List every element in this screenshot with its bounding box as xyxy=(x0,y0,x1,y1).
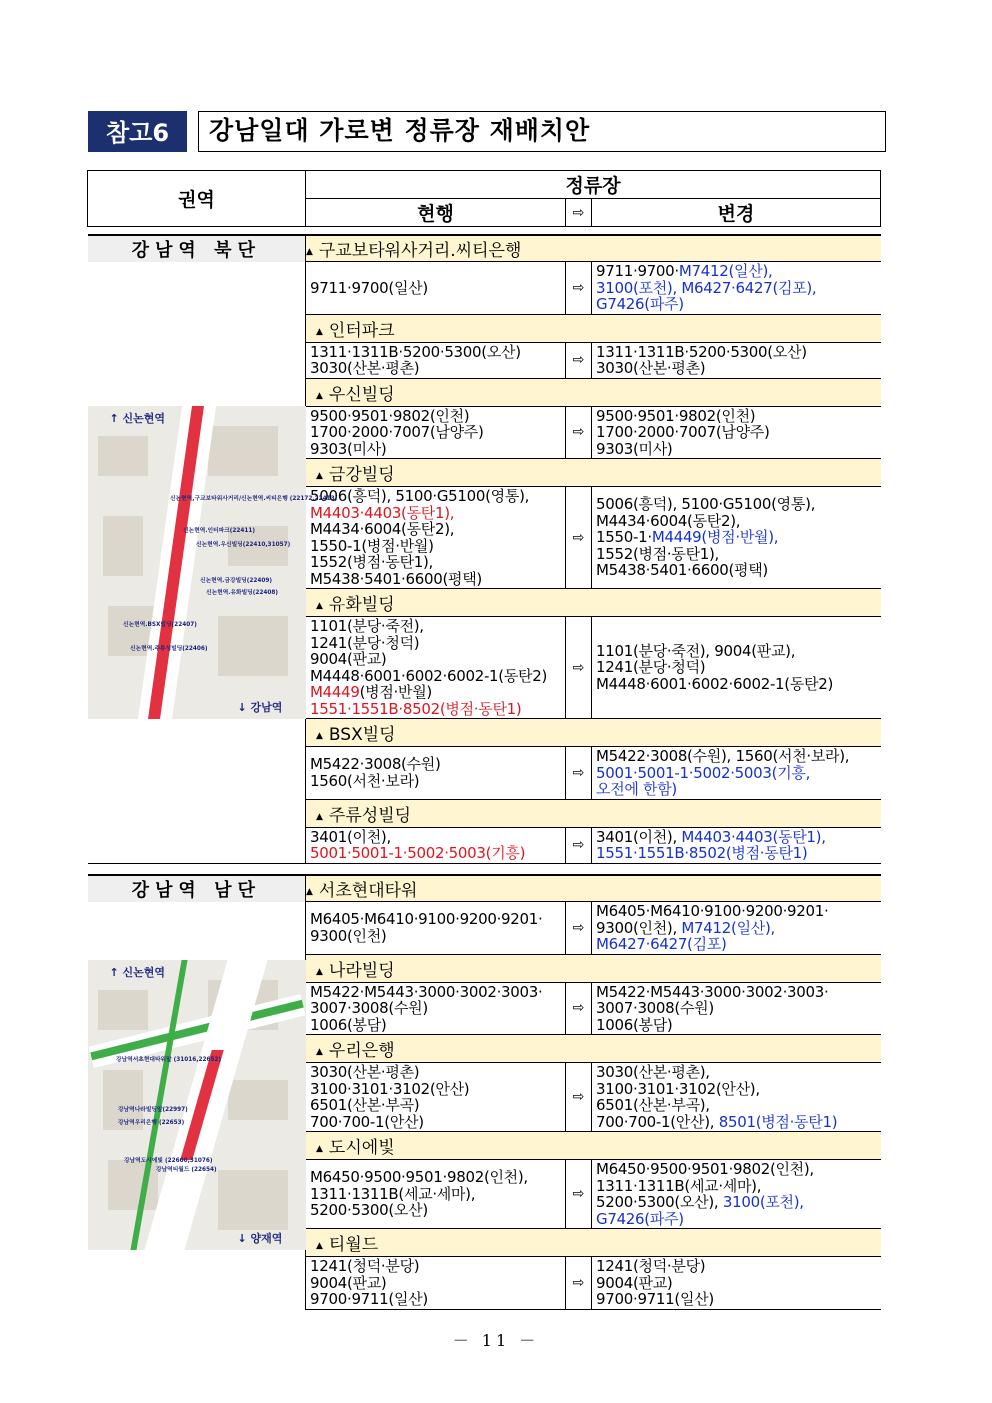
route-line xyxy=(310,344,561,361)
route-line xyxy=(596,748,877,765)
south-map-cell xyxy=(88,902,306,1310)
route-text: M5438·5401·6600(평택) xyxy=(596,561,768,580)
header-arrow: ⇨ xyxy=(566,199,592,227)
route-text: 9500·9501·9802(인천) xyxy=(596,406,756,425)
route-text: 3100·3101·3102(안산) xyxy=(310,1079,470,1098)
map-stop-label: 강남역서초현대타워앞 (31016,22652) xyxy=(115,1055,221,1063)
arrow-icon: ⇨ xyxy=(566,902,592,955)
changed-routes xyxy=(592,1063,881,1132)
route-text: M4434·6004(동탄2), xyxy=(310,520,455,538)
route-line xyxy=(596,562,877,579)
route-text: 1101(분당·죽전), xyxy=(310,617,424,635)
route-text: M6450·9500·9501·9802(인천), xyxy=(596,1160,814,1178)
route-text: M6427·6427(김포) xyxy=(596,935,727,953)
map-stop-label: 신논현역.유화빌딩(22408) xyxy=(205,588,278,595)
triangle-icon: ▲ xyxy=(316,326,323,337)
route-row xyxy=(88,262,881,315)
route-text: 9303(미사) xyxy=(310,439,387,458)
route-line xyxy=(310,521,561,538)
stop-name xyxy=(306,378,881,406)
arrow-icon: ⇨ xyxy=(566,1063,592,1132)
changed-routes xyxy=(592,1257,881,1310)
route-text: G7426(파주) xyxy=(596,295,684,313)
triangle-icon: ▲ xyxy=(316,731,323,741)
route-line xyxy=(596,1064,877,1081)
route-line xyxy=(310,684,561,701)
stop-name xyxy=(306,799,881,827)
route-line xyxy=(310,441,561,458)
current-routes xyxy=(306,1160,566,1229)
route-text: 1700·2000·7007(남양주) xyxy=(310,423,484,441)
map-stop-label: 강남역티월드 (22654) xyxy=(155,1165,217,1173)
map-stop-label: 신논현역.우신빌딩(22410,31057) xyxy=(195,540,290,547)
route-line xyxy=(596,829,877,846)
triangle-icon: ▲ xyxy=(306,246,313,257)
stop-table xyxy=(87,170,881,1310)
triangle-icon: ▲ xyxy=(316,1047,323,1057)
route-text: 3030(산본·평촌) xyxy=(596,359,706,377)
stop-name xyxy=(306,589,881,617)
route-text: M4448·6001·6002·6002-1(동탄2) xyxy=(596,674,834,693)
region-gap xyxy=(88,863,881,875)
route-text: 1700·2000·7007(남양주) xyxy=(596,423,770,441)
route-line xyxy=(310,1186,561,1203)
route-text: 9303(미사) xyxy=(596,439,673,458)
changed-routes xyxy=(592,747,881,800)
current-routes xyxy=(306,406,566,459)
route-text: 1552(병점·동탄1), xyxy=(596,544,720,563)
arrow-icon: ⇨ xyxy=(566,1257,592,1310)
changed-routes xyxy=(592,982,881,1035)
stop-header-row xyxy=(88,235,881,262)
map-stop-label: 신논현역.주류성빌딩(22406) xyxy=(129,644,208,651)
route-line xyxy=(310,1275,561,1292)
stop-name xyxy=(306,1035,881,1063)
route-text: 1006(봉담) xyxy=(596,1015,673,1034)
route-text: 5006(흥덕), 5100·G5100(영통), xyxy=(310,487,530,505)
route-text: 1551·1551B·8502(병점·동탄1) xyxy=(310,699,522,718)
map-stop-label: 신논현역.인터파크(22411) xyxy=(182,526,255,533)
route-line xyxy=(310,1291,561,1308)
route-text: M4403·4403(동탄1), xyxy=(310,503,455,522)
route-text: M5438·5401·6600(평택) xyxy=(310,569,482,588)
route-line xyxy=(310,1097,561,1114)
triangle-icon: ▲ xyxy=(316,811,323,822)
changed-routes xyxy=(592,406,881,459)
route-line xyxy=(310,651,561,668)
map-stop-label: 신논현역.BSX빌딩(22407) xyxy=(122,620,197,627)
route-text: 3401(이천), xyxy=(596,827,682,846)
route-line xyxy=(310,1000,561,1017)
reference-tag: 참고6 xyxy=(88,111,187,152)
route-text: 5001·5001-1·5002·5003(기흥, xyxy=(596,763,811,782)
route-line xyxy=(310,408,561,425)
route-text: 1311·1311B(세교·세마), xyxy=(596,1176,762,1195)
changed-routes xyxy=(592,827,881,863)
map-stop-label: 신논현역,구교보타워사거리/신논현역.씨티은행 (22172,22413) xyxy=(169,494,337,501)
current-routes xyxy=(306,342,566,378)
route-text: 1550-1(병점·반월) xyxy=(310,536,434,555)
route-line xyxy=(310,911,561,928)
route-text: 3100(포천), M6427·6427(김포), xyxy=(596,278,817,297)
route-line xyxy=(310,928,561,945)
route-line xyxy=(596,1114,877,1131)
triangle-icon: ▲ xyxy=(316,1144,323,1154)
stop-name xyxy=(306,719,881,747)
route-text: 9300(인천) xyxy=(310,926,387,945)
route-line xyxy=(310,1169,561,1186)
route-text: 6501(산본·부곡) xyxy=(310,1096,420,1114)
route-line xyxy=(310,505,561,522)
route-line xyxy=(310,618,561,635)
current-routes xyxy=(306,827,566,863)
route-text: (병점·반월) xyxy=(359,683,432,701)
changed-routes xyxy=(592,1160,881,1229)
route-line xyxy=(310,571,561,588)
stop-name xyxy=(306,875,881,902)
route-text: 오전에 한함) xyxy=(596,780,677,798)
route-text: 1550-1· xyxy=(596,528,652,547)
route-line xyxy=(596,936,877,953)
route-line xyxy=(310,280,561,297)
route-text: 3100(포천), xyxy=(722,1193,804,1211)
route-line xyxy=(596,1000,877,1017)
stop-name xyxy=(306,1132,881,1160)
route-text: 9700·9711(일산) xyxy=(310,1290,428,1308)
route-text: 8501(병점·동탄1) xyxy=(718,1112,838,1131)
map-bottom-station: ↓ 강남역 xyxy=(237,700,283,714)
arrow-icon: ⇨ xyxy=(566,342,592,378)
route-line xyxy=(310,360,561,377)
region-name: 강남역 북단 xyxy=(88,235,306,262)
route-line xyxy=(310,488,561,505)
route-line xyxy=(310,829,561,846)
route-line xyxy=(596,296,877,313)
route-line xyxy=(596,765,877,782)
route-line xyxy=(596,1211,877,1228)
map-block xyxy=(103,516,143,576)
route-line xyxy=(596,1194,877,1211)
route-text: M7412(일산), xyxy=(678,262,773,280)
arrow-icon: ⇨ xyxy=(566,406,592,459)
arrow-icon: ⇨ xyxy=(566,747,592,800)
route-text: 1551·1551B·8502(병점·동탄1) xyxy=(596,844,808,862)
route-text: 5200·5300(오산), xyxy=(596,1193,723,1211)
map-block xyxy=(228,1080,288,1120)
route-line xyxy=(310,538,561,555)
route-line xyxy=(596,441,877,458)
route-line xyxy=(310,1258,561,1275)
route-text: M5422·3008(수원) xyxy=(310,755,441,774)
map-block xyxy=(98,436,148,476)
map-bottom-station: ↓ 양재역 xyxy=(237,1232,283,1246)
route-text: 9711·9700(일산) xyxy=(310,278,428,297)
triangle-icon: ▲ xyxy=(316,966,323,977)
stop-header-row xyxy=(88,875,881,902)
route-text: M4448·6001·6002·6002-1(동탄2) xyxy=(310,666,548,685)
map-block xyxy=(218,616,288,676)
arrow-icon: ⇨ xyxy=(566,1160,592,1229)
route-line xyxy=(596,845,877,862)
route-text: 9004(판교) xyxy=(310,1273,387,1292)
route-text: 700·700-1(안산) xyxy=(310,1112,424,1131)
route-text: 9300(인천), xyxy=(596,918,682,937)
current-routes xyxy=(306,487,566,589)
arrow-icon: ⇨ xyxy=(566,262,592,315)
stop-label: 인터파크 xyxy=(328,320,395,341)
route-line xyxy=(596,1275,877,1292)
triangle-icon: ▲ xyxy=(316,601,323,611)
route-text: 1241(분당·청덕) xyxy=(596,658,706,677)
route-line xyxy=(310,635,561,652)
route-text: M6405·M6410·9100·9200·9201· xyxy=(310,910,543,929)
route-line xyxy=(596,263,877,280)
route-text: 1101(분당·죽전), 9004(판교), xyxy=(596,641,796,660)
header-region: 권역 xyxy=(88,171,306,227)
stop-label: 서초현대타워 xyxy=(318,880,418,901)
route-line xyxy=(596,984,877,1001)
stop-label: 유화빌딩 xyxy=(328,595,395,615)
route-text: M4434·6004(동탄2), xyxy=(596,511,741,530)
route-text: 9711·9700· xyxy=(596,262,679,280)
route-line xyxy=(310,701,561,718)
map-block xyxy=(208,426,278,476)
route-line xyxy=(596,1161,877,1178)
current-routes xyxy=(306,902,566,955)
changed-routes xyxy=(592,342,881,378)
route-line xyxy=(596,1081,877,1098)
map-top-station: ↑ 신논현역 xyxy=(109,966,166,980)
header-stop: 정류장 xyxy=(306,171,881,199)
stop-name xyxy=(306,954,881,982)
current-routes xyxy=(306,1257,566,1310)
stop-label: 구교보타워사거리.씨티은행 xyxy=(318,240,522,261)
map-block xyxy=(98,990,148,1030)
route-line xyxy=(596,920,877,937)
route-text: M5422·M5443·3000·3002·3003· xyxy=(310,982,543,1001)
stop-name xyxy=(306,1229,881,1257)
route-line xyxy=(596,781,877,798)
route-text: 3030(산본·평촌) xyxy=(310,1063,420,1081)
title-block xyxy=(88,111,886,152)
route-line xyxy=(596,1017,877,1034)
route-text: 1006(봉담) xyxy=(310,1015,387,1034)
route-line xyxy=(310,845,561,862)
route-line xyxy=(310,1202,561,1219)
route-text: 1241(청덕·분당) xyxy=(596,1257,706,1275)
route-line xyxy=(310,424,561,441)
map-stop-label: 강남역우리은행 (22653) xyxy=(117,1118,184,1126)
route-text: M6405·M6410·9100·9200·9201· xyxy=(596,902,829,920)
route-text: M7412(일산), xyxy=(681,918,775,937)
stop-label: 도시에빛 xyxy=(328,1138,395,1158)
current-routes xyxy=(306,262,566,315)
route-text: 9004(판교) xyxy=(596,1273,673,1292)
map-block xyxy=(218,1170,288,1230)
route-line xyxy=(310,668,561,685)
route-text: M5422·M5443·3000·3002·3003· xyxy=(596,982,829,1001)
triangle-icon: ▲ xyxy=(316,390,323,401)
route-text: 9500·9501·9802(인천) xyxy=(310,406,470,425)
arrow-icon: ⇨ xyxy=(566,487,592,589)
route-text: G7426(파주) xyxy=(596,1209,684,1228)
route-line xyxy=(596,659,877,676)
stop-label: 나라빌딩 xyxy=(328,960,395,981)
current-routes xyxy=(306,747,566,800)
route-text: M4403·4403(동탄1), xyxy=(681,827,826,846)
stop-name xyxy=(306,235,881,262)
stop-label: 주류성빌딩 xyxy=(328,805,412,826)
route-line xyxy=(596,1097,877,1114)
route-line xyxy=(310,756,561,773)
south-map xyxy=(88,960,306,1250)
route-line xyxy=(596,513,877,530)
route-line xyxy=(596,903,877,920)
route-line xyxy=(310,1017,561,1034)
route-text: 5006(흥덕), 5100·G5100(영통), xyxy=(596,495,816,514)
changed-routes xyxy=(592,262,881,315)
route-line xyxy=(596,1178,877,1195)
route-text: 1241(청덕·분당) xyxy=(310,1257,420,1275)
route-text: 1560(서천·보라) xyxy=(310,771,420,790)
current-routes xyxy=(306,982,566,1035)
route-line xyxy=(596,676,877,693)
route-text: M5422·3008(수원), 1560(서천·보라), xyxy=(596,747,850,765)
route-text: 1311·1311B·5200·5300(오산) xyxy=(596,342,807,361)
route-line xyxy=(596,529,877,546)
current-routes xyxy=(306,617,566,719)
route-text: 9700·9711(일산) xyxy=(596,1290,714,1308)
changed-routes xyxy=(592,617,881,719)
route-text: 3007·3008(수원) xyxy=(596,999,714,1017)
route-text: 1311·1311B(세교·세마), xyxy=(310,1184,476,1203)
route-line xyxy=(596,1258,877,1275)
triangle-icon: ▲ xyxy=(306,886,313,897)
header-row xyxy=(88,171,881,199)
stop-label: BSX빌딩 xyxy=(328,725,396,745)
route-line xyxy=(596,408,877,425)
route-text: 5001·5001-1·5002·5003(기흥) xyxy=(310,844,526,862)
route-text: 3030(산본·평촌), xyxy=(596,1063,710,1081)
route-line xyxy=(596,643,877,660)
route-line xyxy=(596,546,877,563)
arrow-icon: ⇨ xyxy=(566,827,592,863)
route-line xyxy=(310,1064,561,1081)
map-top-station: ↑ 신논현역 xyxy=(109,411,166,425)
route-line xyxy=(310,1081,561,1098)
page-number: － 11 － xyxy=(452,1331,540,1350)
current-routes xyxy=(306,1063,566,1132)
triangle-icon: ▲ xyxy=(316,1241,323,1251)
triangle-icon: ▲ xyxy=(316,471,323,481)
route-line xyxy=(596,424,877,441)
map-stop-label: 신논현역.금강빌딩(22409) xyxy=(199,576,272,583)
route-text: 1552(병점·동탄1), xyxy=(310,553,434,571)
map-stop-label: 강남역도시에빛 (22600,31076) xyxy=(123,1156,212,1164)
stop-label: 금강빌딩 xyxy=(328,465,395,485)
route-text: 700·700-1(안산), xyxy=(596,1112,719,1131)
route-text: 3007·3008(수원) xyxy=(310,999,428,1017)
route-text: M4449 xyxy=(310,683,360,701)
route-text: 3030(산본·평촌) xyxy=(310,359,420,377)
header-changed: 변경 xyxy=(592,199,881,227)
stop-label: 우리은행 xyxy=(328,1041,395,1061)
region-name: 강남역 남단 xyxy=(88,875,306,902)
route-text: M4449(병점·반월), xyxy=(651,528,779,547)
route-line xyxy=(310,1114,561,1131)
header-current: 현행 xyxy=(306,199,566,227)
stop-name xyxy=(306,314,881,342)
route-text: 3100·3101·3102(안산), xyxy=(596,1079,760,1098)
route-line xyxy=(596,344,877,361)
stop-label: 우신빌딩 xyxy=(328,384,395,405)
changed-routes xyxy=(592,902,881,955)
page-title: 강남일대 가로변 정류장 재배치안 xyxy=(198,111,886,152)
arrow-icon: ⇨ xyxy=(566,982,592,1035)
stop-label: 티월드 xyxy=(328,1235,379,1255)
stop-name xyxy=(306,459,881,487)
route-text: M6450·9500·9501·9802(인천), xyxy=(310,1168,528,1187)
route-text: 9004(판교) xyxy=(310,650,387,668)
route-text: 1311·1311B·5200·5300(오산) xyxy=(310,342,521,361)
route-text: 5200·5300(오산) xyxy=(310,1201,428,1220)
route-text: 3401(이천), xyxy=(310,827,391,846)
route-text: 6501(산본·부곡), xyxy=(596,1096,710,1114)
route-line xyxy=(596,496,877,513)
route-row xyxy=(88,902,881,955)
route-text: 1241(분당·청덕) xyxy=(310,633,420,652)
route-line xyxy=(596,1291,877,1308)
route-line xyxy=(310,773,561,790)
arrow-icon: ⇨ xyxy=(566,617,592,719)
route-line xyxy=(596,360,877,377)
route-line xyxy=(596,280,877,297)
changed-routes xyxy=(592,487,881,589)
route-line xyxy=(310,554,561,571)
route-line xyxy=(310,984,561,1001)
map-stop-label: 강남역나라빌딩앞(22997) xyxy=(117,1105,188,1113)
